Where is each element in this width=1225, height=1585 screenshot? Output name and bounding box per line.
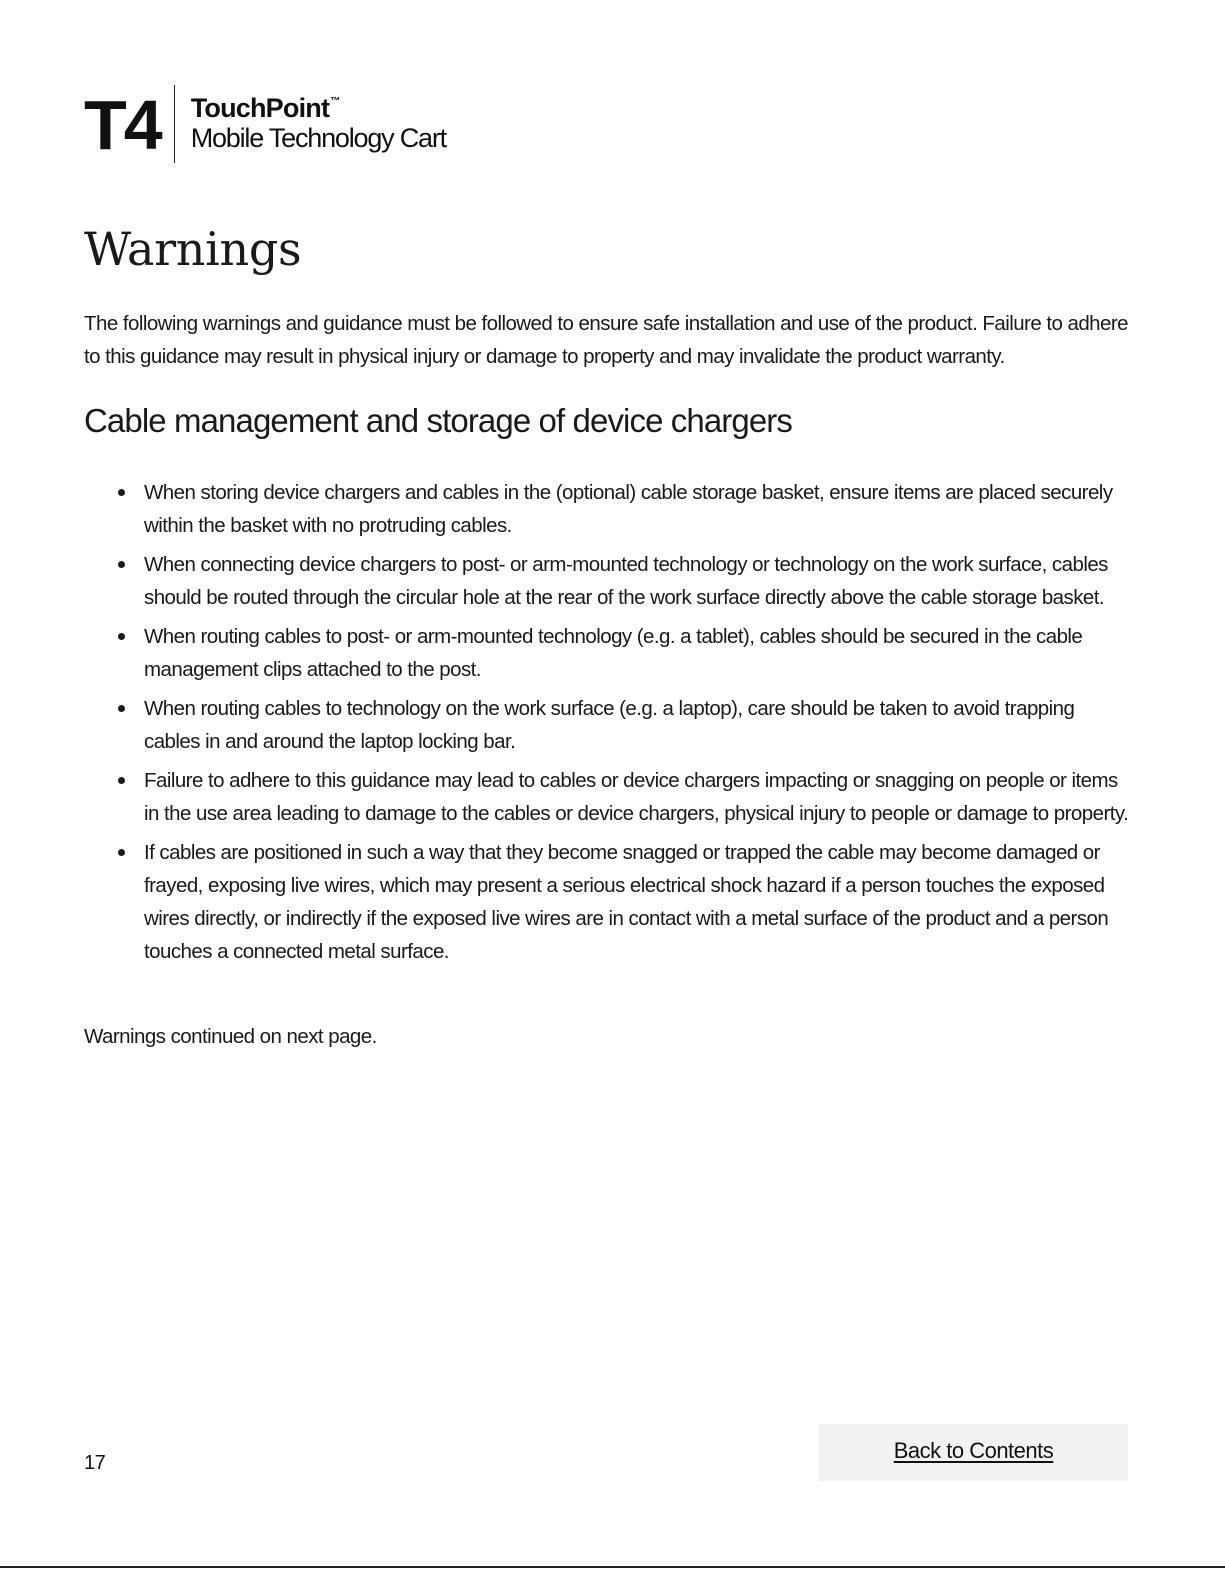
list-item — [84, 620, 1134, 686]
back-to-contents-box[interactable] — [819, 1424, 1128, 1481]
bullet-icon — [118, 705, 125, 712]
list-item-text: If cables are positioned in such a way that they become snagged or trapped the cable may become damaged or frayed, exposing live wires, which may present a serious electrical shock hazard if a person touches the exposed wires directly, or indirectly if the exposed live wires are in contact with a metal surface of the product and a person touches a connected metal surface. — [144, 841, 1109, 963]
page-number: 17 — [84, 1452, 106, 1474]
intro-paragraph: The following warnings and guidance must be followed to ensure safe installation and use of the product. Failure to adhere to this guidance may result in physical injury or damage to property and may invalidate the product warranty. — [84, 312, 1129, 368]
list-item — [84, 764, 1134, 830]
bottom-divider — [0, 1566, 1225, 1568]
bullet-icon — [118, 849, 125, 856]
product-subtitle: Mobile Technology Cart — [190, 123, 446, 153]
logo-divider — [174, 85, 175, 163]
list-item — [84, 692, 1134, 758]
bullet-icon — [118, 777, 125, 784]
bullet-icon — [118, 633, 125, 640]
bullet-icon — [118, 489, 125, 496]
warning-list — [84, 476, 1134, 974]
back-to-contents-link[interactable]: Back to Contents — [893, 1437, 1054, 1463]
bullet-icon — [118, 561, 125, 568]
list-item-text: When routing cables to technology on the work surface (e.g. a laptop), care should be taken to avoid trapping cables in and around the laptop locking bar. — [144, 697, 1075, 753]
brand-label: TouchPoint — [190, 93, 330, 124]
continued-note: Warnings continued on next page. — [84, 1025, 377, 1048]
brand-name — [191, 94, 446, 124]
list-item-text: Failure to adhere to this guidance may lead to cables or device chargers impacting or snagging on people or items in the use area leading to damage to the cables or device chargers, physical injury to people or damage to property. — [144, 769, 1129, 825]
list-item — [84, 548, 1134, 614]
list-item — [84, 836, 1134, 968]
list-item-text: When routing cables to post- or arm-mounted technology (e.g. a tablet), cables should be secured in the cable management clips attached to the post. — [144, 625, 1083, 681]
page-title: Warnings — [84, 222, 302, 276]
list-item-text: When connecting device chargers to post- or arm-mounted technology or technology on the work surface, cables should be routed through the circular hole at the rear of the work surface directly above the cable storage basket. — [144, 553, 1108, 609]
product-logo — [84, 84, 446, 164]
section-heading: Cable management and storage of device chargers — [84, 402, 792, 439]
logo-mark: T4 — [84, 86, 160, 164]
trademark-symbol: ™ — [330, 96, 340, 108]
list-item-text: When storing device chargers and cables in the (optional) cable storage basket, ensure items are placed securely within the basket with no protruding cables. — [144, 481, 1113, 537]
list-item — [84, 476, 1134, 542]
logo-text — [191, 94, 446, 153]
